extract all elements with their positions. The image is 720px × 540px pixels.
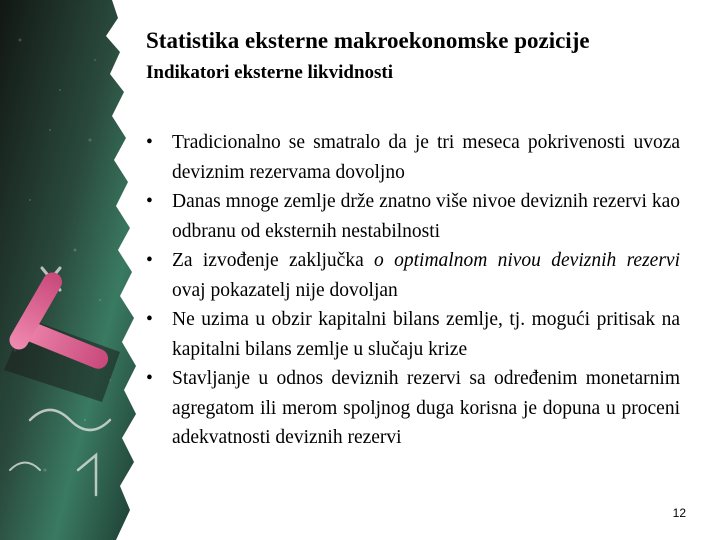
bullet-list — [146, 128, 680, 453]
slide-content — [146, 28, 680, 453]
bullet-dot-icon: • — [146, 132, 153, 154]
bullet-item — [146, 246, 680, 305]
bullet-dot-icon: • — [146, 368, 153, 390]
bullet-dot-icon: • — [146, 191, 153, 213]
bullet-text: Tradicionalno se smatralo da je tri meseca pokrivenosti uvoza deviznim rezervama dovoljno — [172, 132, 680, 183]
bullet-text-after: ovaj pokazatelj nije dovoljan — [172, 279, 398, 301]
bullet-item — [146, 364, 680, 453]
bullet-text: Stavljanje u odnos deviznih rezervi sa određenim monetarnim agregatom ili merom spoljnog duga korisna je dopuna u proceni adekvatnosti deviznih rezervi — [172, 368, 680, 449]
chalkboard-decoration — [0, 0, 140, 540]
bullet-item — [146, 305, 680, 364]
bullet-text-emphasis: o optimalnom nivou deviznih rezervi — [374, 250, 680, 272]
slide-title: Statistika eksterne makroekonomske pozicije — [146, 28, 590, 53]
bullet-dot-icon: • — [146, 309, 153, 331]
bullet-item — [146, 187, 680, 246]
bullet-item — [146, 128, 680, 187]
bullet-text: Ne uzima u obzir kapitalni bilans zemlje, tj. mogući pritisak na kapitalni bilans zemlje u slučaju krize — [172, 309, 680, 360]
bullet-text-before: Za izvođenje zaključka — [172, 250, 375, 272]
bullet-text: Danas mnoge zemlje drže znatno više nivoe deviznih rezervi kao odbranu od eksternih nestabilnosti — [172, 191, 680, 242]
bullet-dot-icon: • — [146, 250, 153, 272]
chalkboard-image — [0, 0, 140, 540]
page-number: 12 — [672, 506, 686, 520]
slide-subtitle: Indikatori eksterne likvidnosti — [146, 62, 394, 84]
